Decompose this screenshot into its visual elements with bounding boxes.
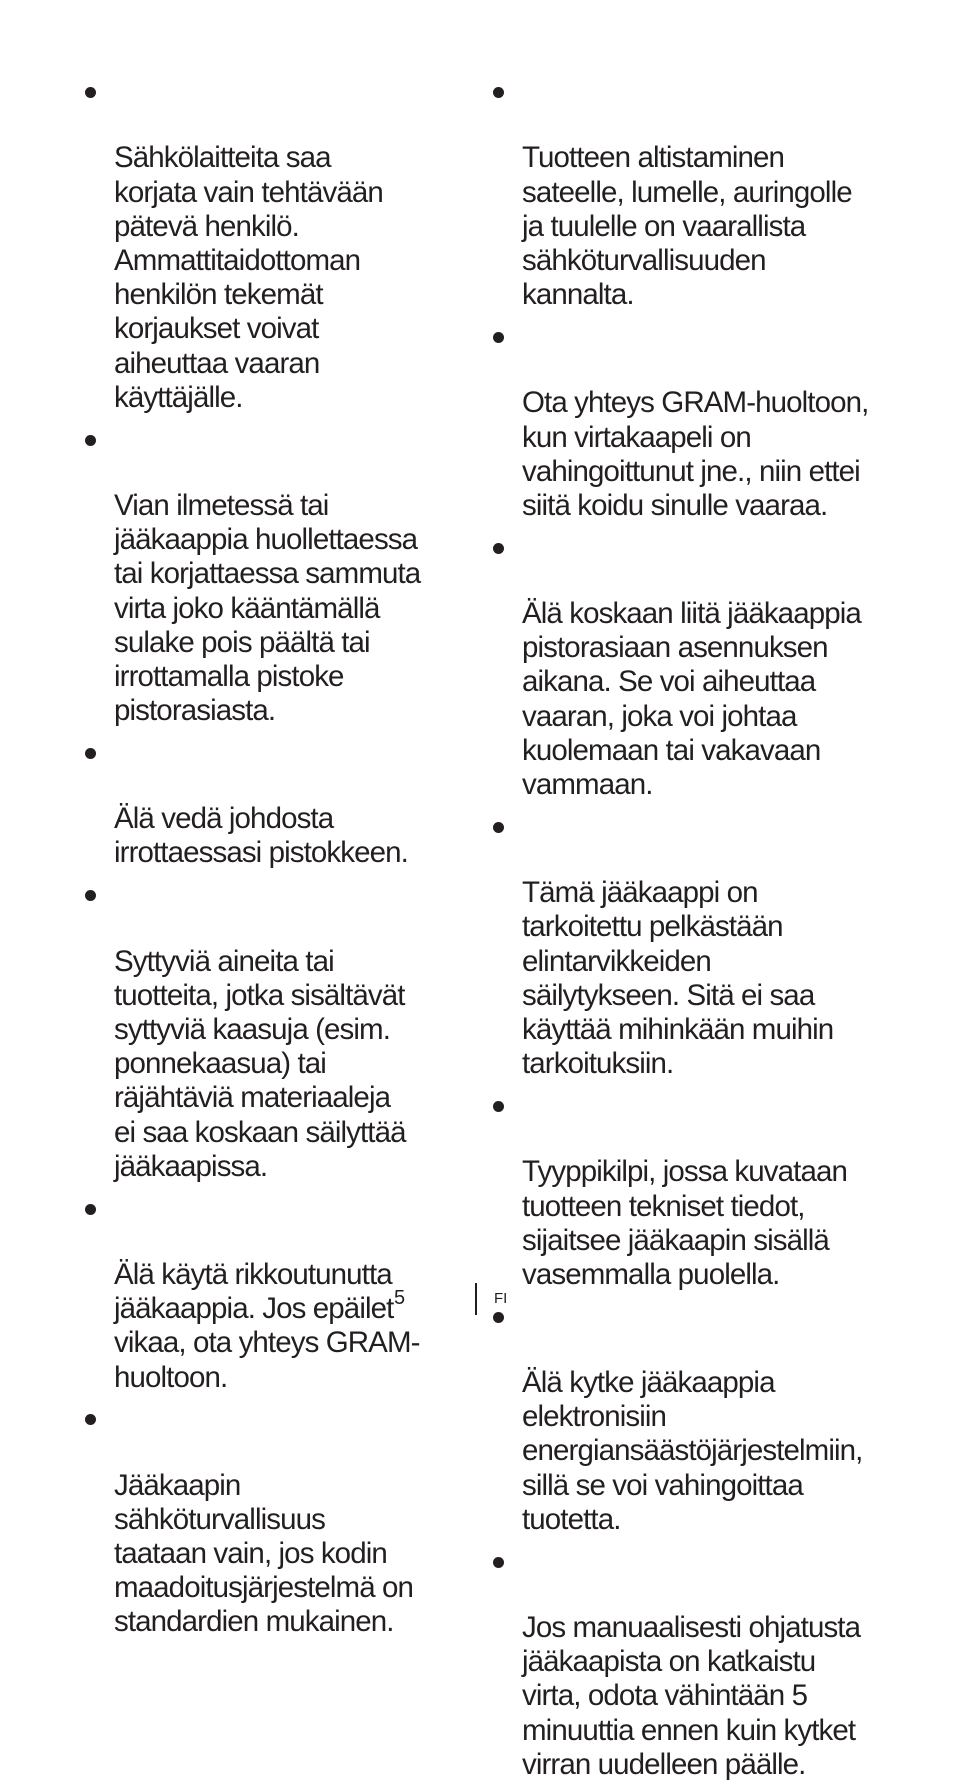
bullet-icon [85,87,96,98]
list-item-text: Sähkölaitteita saa korjata vain tehtävään pätevä henkilö. Ammattitaidottoman henkilön tekemät korjaukset voivat aiheuttaa vaaran käyttäjälle. [114,141,383,414]
list-item [489,318,919,523]
language-code: FI [494,1290,508,1307]
bullet-icon [493,87,504,98]
list-item [489,529,919,803]
list-item [489,808,919,1082]
list-item [489,73,919,312]
bullet-icon [85,890,96,901]
list-item [81,1400,466,1639]
list-item-text: Tyyppikilpi, jossa kuvataan tuotteen tekniset tiedot, sijaitsee jääkaapin sisällä vasemmalla puolella. [522,1155,847,1291]
list-item [81,1190,466,1395]
right-column-bullet-list [489,73,919,1787]
footer-divider [475,1283,477,1315]
list-item-text: Älä vedä johdosta irrottaessasi pistokkeen. [114,802,408,870]
bullet-icon [493,543,504,554]
list-item [489,1543,919,1782]
bullet-icon [85,1414,96,1425]
list-item-text: Älä koskaan liitä jääkaappia pistorasiaan asennuksen aikana. Se voi aiheuttaa vaaran, joka voi johtaa kuolemaan tai vakavaan vammaan. [522,597,861,802]
bullet-icon [493,1312,504,1323]
list-item [81,73,466,415]
left-column-bullet-list [81,73,466,1645]
list-item-text: Syttyviä aineita tai tuotteita, jotka sisältävät syttyviä kaasuja (esim. ponnekaasua) tai räjähtäviä materiaaleja ei saa koskaan säilyttää jääkaapissa. [114,944,406,1183]
page-number: 5 [394,1287,406,1309]
bullet-icon [493,822,504,833]
list-item [489,1298,919,1537]
list-item-text: Älä kytke jääkaappia elektronisiin energiansäästöjärjestelmiin, sillä se voi vahingoittaa tuotetta. [522,1366,863,1536]
bullet-icon [85,1204,96,1215]
list-item [489,1087,919,1292]
list-item-text: Jos manuaalisesti ohjatusta jääkaapista on katkaistu virta, odota vähintään 5 minuuttia ennen kuin kytket virran uudelleen päälle. [522,1610,861,1781]
list-item-text: Jääkaapin sähköturvallisuus taataan vain, jos kodin maadoitusjärjestelmä on standardien mukainen. [114,1468,414,1639]
list-item-text: Vian ilmetessä tai jääkaappia huollettaessa tai korjattaessa sammuta virta joko kääntämällä sulake pois päältä tai irrottamalla pistoke pistorasiasta. [114,488,421,728]
list-item-text: Tämä jääkaappi on tarkoitettu pelkästään elintarvikkeiden säilytykseen. Sitä ei saa käyttää mihinkään muihin tarkoituksiin. [522,876,834,1081]
list-item [81,421,466,729]
list-item [81,734,466,871]
list-item-text: Ota yhteys GRAM-huoltoon, kun virtakaapeli on vahingoittunut jne., niin ettei siitä koidu sinulle vaaraa. [522,386,869,522]
list-item-text: Tuotteen altistaminen sateelle, lumelle, auringolle ja tuulelle on vaarallista sähköturvallisuuden kannalta. [522,141,852,312]
bullet-icon [493,1557,504,1568]
bullet-icon [493,332,504,343]
list-item [81,876,466,1184]
bullet-icon [85,435,96,446]
list-item-text: Älä käytä rikkoutunutta jääkaappia. Jos epäilet vikaa, ota yhteys GRAM- huoltoon. [114,1257,420,1394]
bullet-icon [493,1101,504,1112]
bullet-icon [85,748,96,759]
